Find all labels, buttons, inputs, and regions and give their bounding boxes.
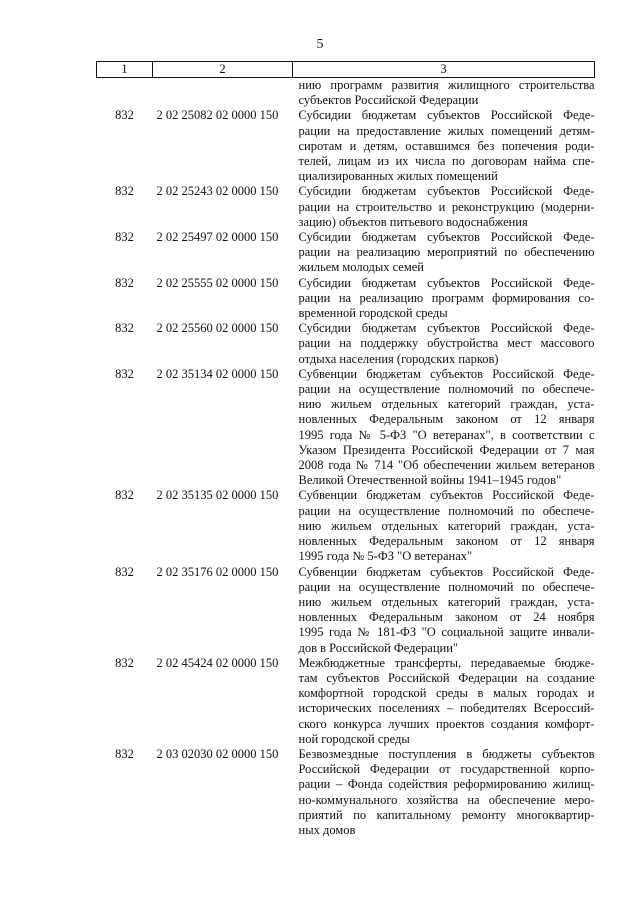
table-row [97, 565, 595, 656]
text-line: нию жильем отдельных категорий граждан, уста- [298, 518, 595, 533]
text-line: нию жильем отдельных категорий граждан, уста- [298, 594, 595, 609]
text-line: 1995 года № 5-ФЗ "О ветеранах", в соответствии с [298, 427, 595, 442]
text-line: там субъектов Российской Федерации на создание [298, 670, 595, 685]
revenue-name-cell [293, 321, 595, 367]
text-line: комфортной городской среды в малых городах и [298, 686, 595, 701]
text-line: Субсидии бюджетам субъектов Российской Феде- [298, 108, 595, 123]
admin-code-cell: 832 [115, 230, 134, 245]
text-line: Великой Отечественной войны 1941–1945 годов" [298, 473, 562, 488]
table-row [97, 747, 595, 838]
table-row [97, 367, 595, 489]
text-line: новленных Федеральным законом от 24 ноября [298, 610, 595, 625]
revenue-codes-table [96, 61, 595, 838]
revenue-name-cell [293, 230, 595, 276]
page-number: 5 [316, 37, 324, 52]
admin-code-cell: 832 [115, 184, 134, 199]
table-row [97, 230, 595, 276]
admin-code-cell: 832 [115, 655, 134, 670]
text-line: рации – Фонда содействия реформированию жилищ- [298, 777, 595, 792]
text-line: телей, лицам из их числа по договорам найма спе- [298, 154, 595, 169]
text-line: ского конкурса лучших проектов создания комфорт- [298, 716, 595, 731]
text-line: Субсидии бюджетам субъектов Российской Феде- [298, 184, 595, 199]
revenue-code-cell: 2 02 35135 02 0000 150 [156, 488, 279, 503]
text-line: Субсидии бюджетам субъектов Российской Феде- [298, 275, 595, 290]
text-line: рации на предоставление жилых помещений детям- [298, 123, 595, 138]
continuation-row [97, 78, 595, 109]
text-line: Субвенции бюджетам субъектов Российской Феде- [298, 564, 595, 579]
text-line: Субсидии бюджетам субъектов Российской Феде- [298, 230, 595, 245]
text-line: рации на осуществление полномочий по обеспече- [298, 579, 595, 594]
admin-code-cell: 832 [115, 564, 134, 579]
revenue-name-cell [293, 184, 595, 230]
text-line: нию программ развития жилищного строительства [298, 78, 595, 92]
table-row [97, 488, 595, 564]
text-line: исторических поселениях – победителях Всероссий- [298, 701, 595, 716]
text-line: нию жильем отдельных категорий граждан, уста- [298, 397, 595, 412]
revenue-code-cell: 2 02 25497 02 0000 150 [156, 230, 279, 245]
text-line: ных домов [298, 822, 356, 837]
text-line: ной городской среды [298, 731, 410, 746]
table-row [97, 184, 595, 230]
text-line: рации на осуществление полномочий по обеспече- [298, 382, 595, 397]
table-row [97, 108, 595, 184]
admin-code-cell: 832 [115, 108, 134, 123]
revenue-name-cell [293, 565, 595, 656]
continuation-text [293, 78, 595, 109]
table-header [97, 62, 595, 78]
text-line: Субвенции бюджетам субъектов Российской Феде- [298, 488, 595, 503]
text-line: приятий по капитальному ремонту многоквартир- [298, 807, 595, 822]
admin-code-cell: 832 [115, 366, 134, 381]
text-line: рации на реализацию программ формирования со- [298, 290, 595, 305]
text-line: новленных Федеральным законом от 12 января [298, 534, 595, 549]
text-line: 2008 года № 714 "Об обеспечении жильем ветеранов [298, 458, 595, 473]
revenue-name-cell [293, 488, 595, 564]
header-col-3: 3 [293, 62, 595, 78]
text-line: новленных Федеральным законом от 12 января [298, 412, 595, 427]
revenue-name-cell [293, 108, 595, 184]
header-col-2: 2 [153, 62, 293, 78]
revenue-codes-table-wrap [96, 61, 594, 838]
revenue-code-cell: 2 03 02030 02 0000 150 [156, 746, 279, 761]
text-line: отдыха населения (городских парков) [298, 351, 499, 366]
text-line: зацию) объектов питьевого водоснабжения [298, 214, 528, 229]
text-line: циализированных жилых помещений [298, 169, 498, 184]
text-line: Субвенции бюджетам субъектов Российской Феде- [298, 366, 595, 381]
text-line: 1995 года № 181-ФЗ "О социальной защите инвали- [298, 625, 595, 640]
table-row [97, 276, 595, 322]
admin-code-cell: 832 [115, 746, 134, 761]
admin-code-cell: 832 [115, 488, 134, 503]
text-line: рации на осуществление полномочий по обеспече- [298, 503, 595, 518]
text-line: Российской Федерации от государственной корпо- [298, 762, 595, 777]
revenue-code-cell: 2 02 25243 02 0000 150 [156, 184, 279, 199]
revenue-name-cell [293, 656, 595, 747]
text-line: но-коммунального хозяйства на обеспечение меро- [298, 792, 595, 807]
revenue-name-cell [293, 367, 595, 489]
revenue-code-cell: 2 02 25555 02 0000 150 [156, 275, 279, 290]
text-line: сиротам и детям, оставшимся без попечения роди- [298, 138, 595, 153]
table-row [97, 321, 595, 367]
revenue-name-cell [293, 276, 595, 322]
admin-code-cell: 832 [115, 321, 134, 336]
revenue-name-cell [293, 747, 595, 838]
header-col-1: 1 [97, 62, 153, 78]
text-line: дов в Российской Федерации" [298, 640, 459, 655]
table-body [97, 78, 595, 839]
text-line: Межбюджетные трансферты, передаваемые бюдже- [298, 655, 595, 670]
text-line: субъектов Российской Федерации [298, 93, 479, 108]
text-line: 1995 года № 5-ФЗ "О ветеранах" [298, 549, 473, 564]
text-line: Указом Президента Российской Федерации от 7 мая [298, 442, 595, 457]
revenue-code-cell: 2 02 25082 02 0000 150 [156, 108, 279, 123]
text-line: жильем молодых семей [298, 260, 425, 275]
text-line: Безвозмездные поступления в бюджеты субъектов [298, 746, 595, 761]
text-line: рации на поддержку обустройства мест массового [298, 336, 595, 351]
table-row [97, 656, 595, 747]
text-line: рации на строительство и реконструкцию (модерни- [298, 199, 595, 214]
revenue-code-cell: 2 02 35134 02 0000 150 [156, 366, 279, 381]
revenue-code-cell: 2 02 45424 02 0000 150 [156, 655, 279, 670]
revenue-code-cell: 2 02 25560 02 0000 150 [156, 321, 279, 336]
admin-code-cell: 832 [115, 275, 134, 290]
revenue-code-cell: 2 02 35176 02 0000 150 [156, 564, 279, 579]
text-line: временной городской среды [298, 306, 448, 321]
text-line: Субсидии бюджетам субъектов Российской Феде- [298, 321, 595, 336]
text-line: рации на реализацию мероприятий по обеспечению [298, 245, 595, 260]
